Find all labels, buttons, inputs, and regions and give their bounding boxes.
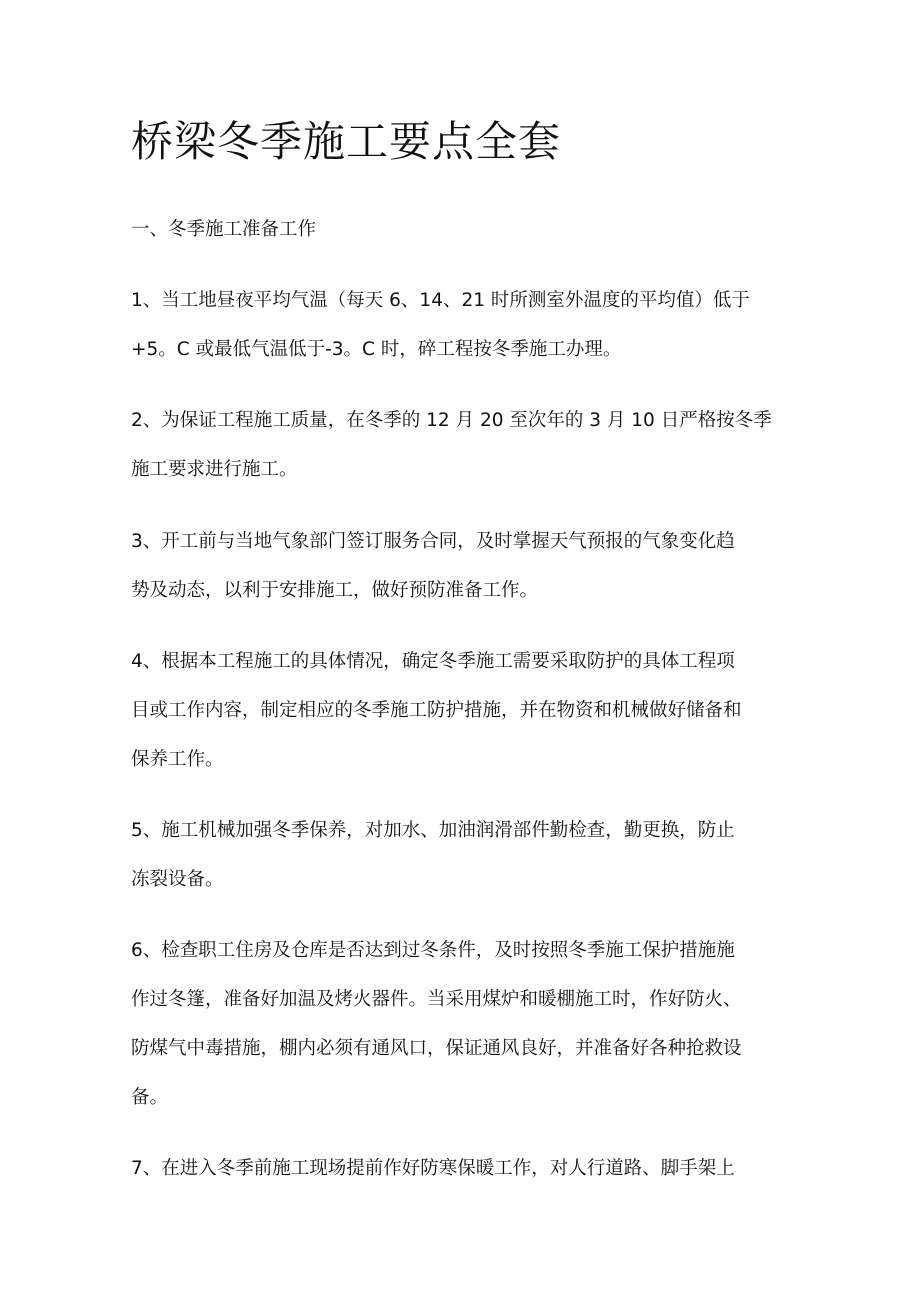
paragraph-6 xyxy=(131,926,796,1122)
paragraph-5 xyxy=(131,806,796,904)
paragraph-line: 防煤气中毒措施，棚内必须有通风口，保证通风良好，并准备好各种抢救设 xyxy=(131,1038,742,1059)
paragraph-line: 作过冬篷，准备好加温及烤火器件。当采用煤炉和暖棚施工时，作好防火、 xyxy=(131,989,742,1010)
section-heading: 一、冬季施工准备工作 xyxy=(131,219,317,240)
document-title: 桥梁冬季施工要点全套 xyxy=(131,117,562,166)
paragraph-3 xyxy=(131,517,796,615)
paragraph-line: 冻裂设备。 xyxy=(131,869,224,890)
paragraph-line: 3、开工前与当地气象部门签订服务合同，及时掌握天气预报的气象变化趋 xyxy=(131,531,735,552)
paragraph-7 xyxy=(131,1144,796,1193)
paragraph-line: 备。 xyxy=(131,1087,169,1108)
paragraph-line: 2、为保证工程施工质量，在冬季的 12 月 20 至次年的 3 月 10 日严格按冬季 xyxy=(131,410,772,431)
paragraph-line: 4、根据本工程施工的具体情况，确定冬季施工需要采取防护的具体工程项 xyxy=(131,651,735,672)
paragraph-2 xyxy=(131,396,796,494)
paragraph-1 xyxy=(131,276,796,374)
paragraph-line: 目或工作内容，制定相应的冬季施工防护措施，并在物资和机械做好储备和 xyxy=(131,700,742,721)
paragraph-line: 1、当工地昼夜平均气温（每天 6、14、21 时所测室外温度的平均值）低于 xyxy=(131,290,750,311)
paragraph-line: 5、施工机械加强冬季保养，对加水、加油润滑部件勤检查，勤更换，防止 xyxy=(131,820,735,841)
paragraph-line: 施工要求进行施工。 xyxy=(131,459,298,480)
paragraph-line: 保养工作。 xyxy=(131,749,224,770)
paragraph-line: +5。C 或最低气温低于-3。C 时，碎工程按冬季施工办理。 xyxy=(131,339,622,360)
paragraph-4 xyxy=(131,637,796,784)
paragraph-line: 7、在进入冬季前施工现场提前作好防寒保暖工作，对人行道路、脚手架上 xyxy=(131,1158,735,1179)
paragraph-line: 6、检查职工住房及仓库是否达到过冬条件，及时按照冬季施工保护措施施 xyxy=(131,940,735,961)
paragraph-line: 势及动态，以利于安排施工，做好预防准备工作。 xyxy=(131,580,539,601)
